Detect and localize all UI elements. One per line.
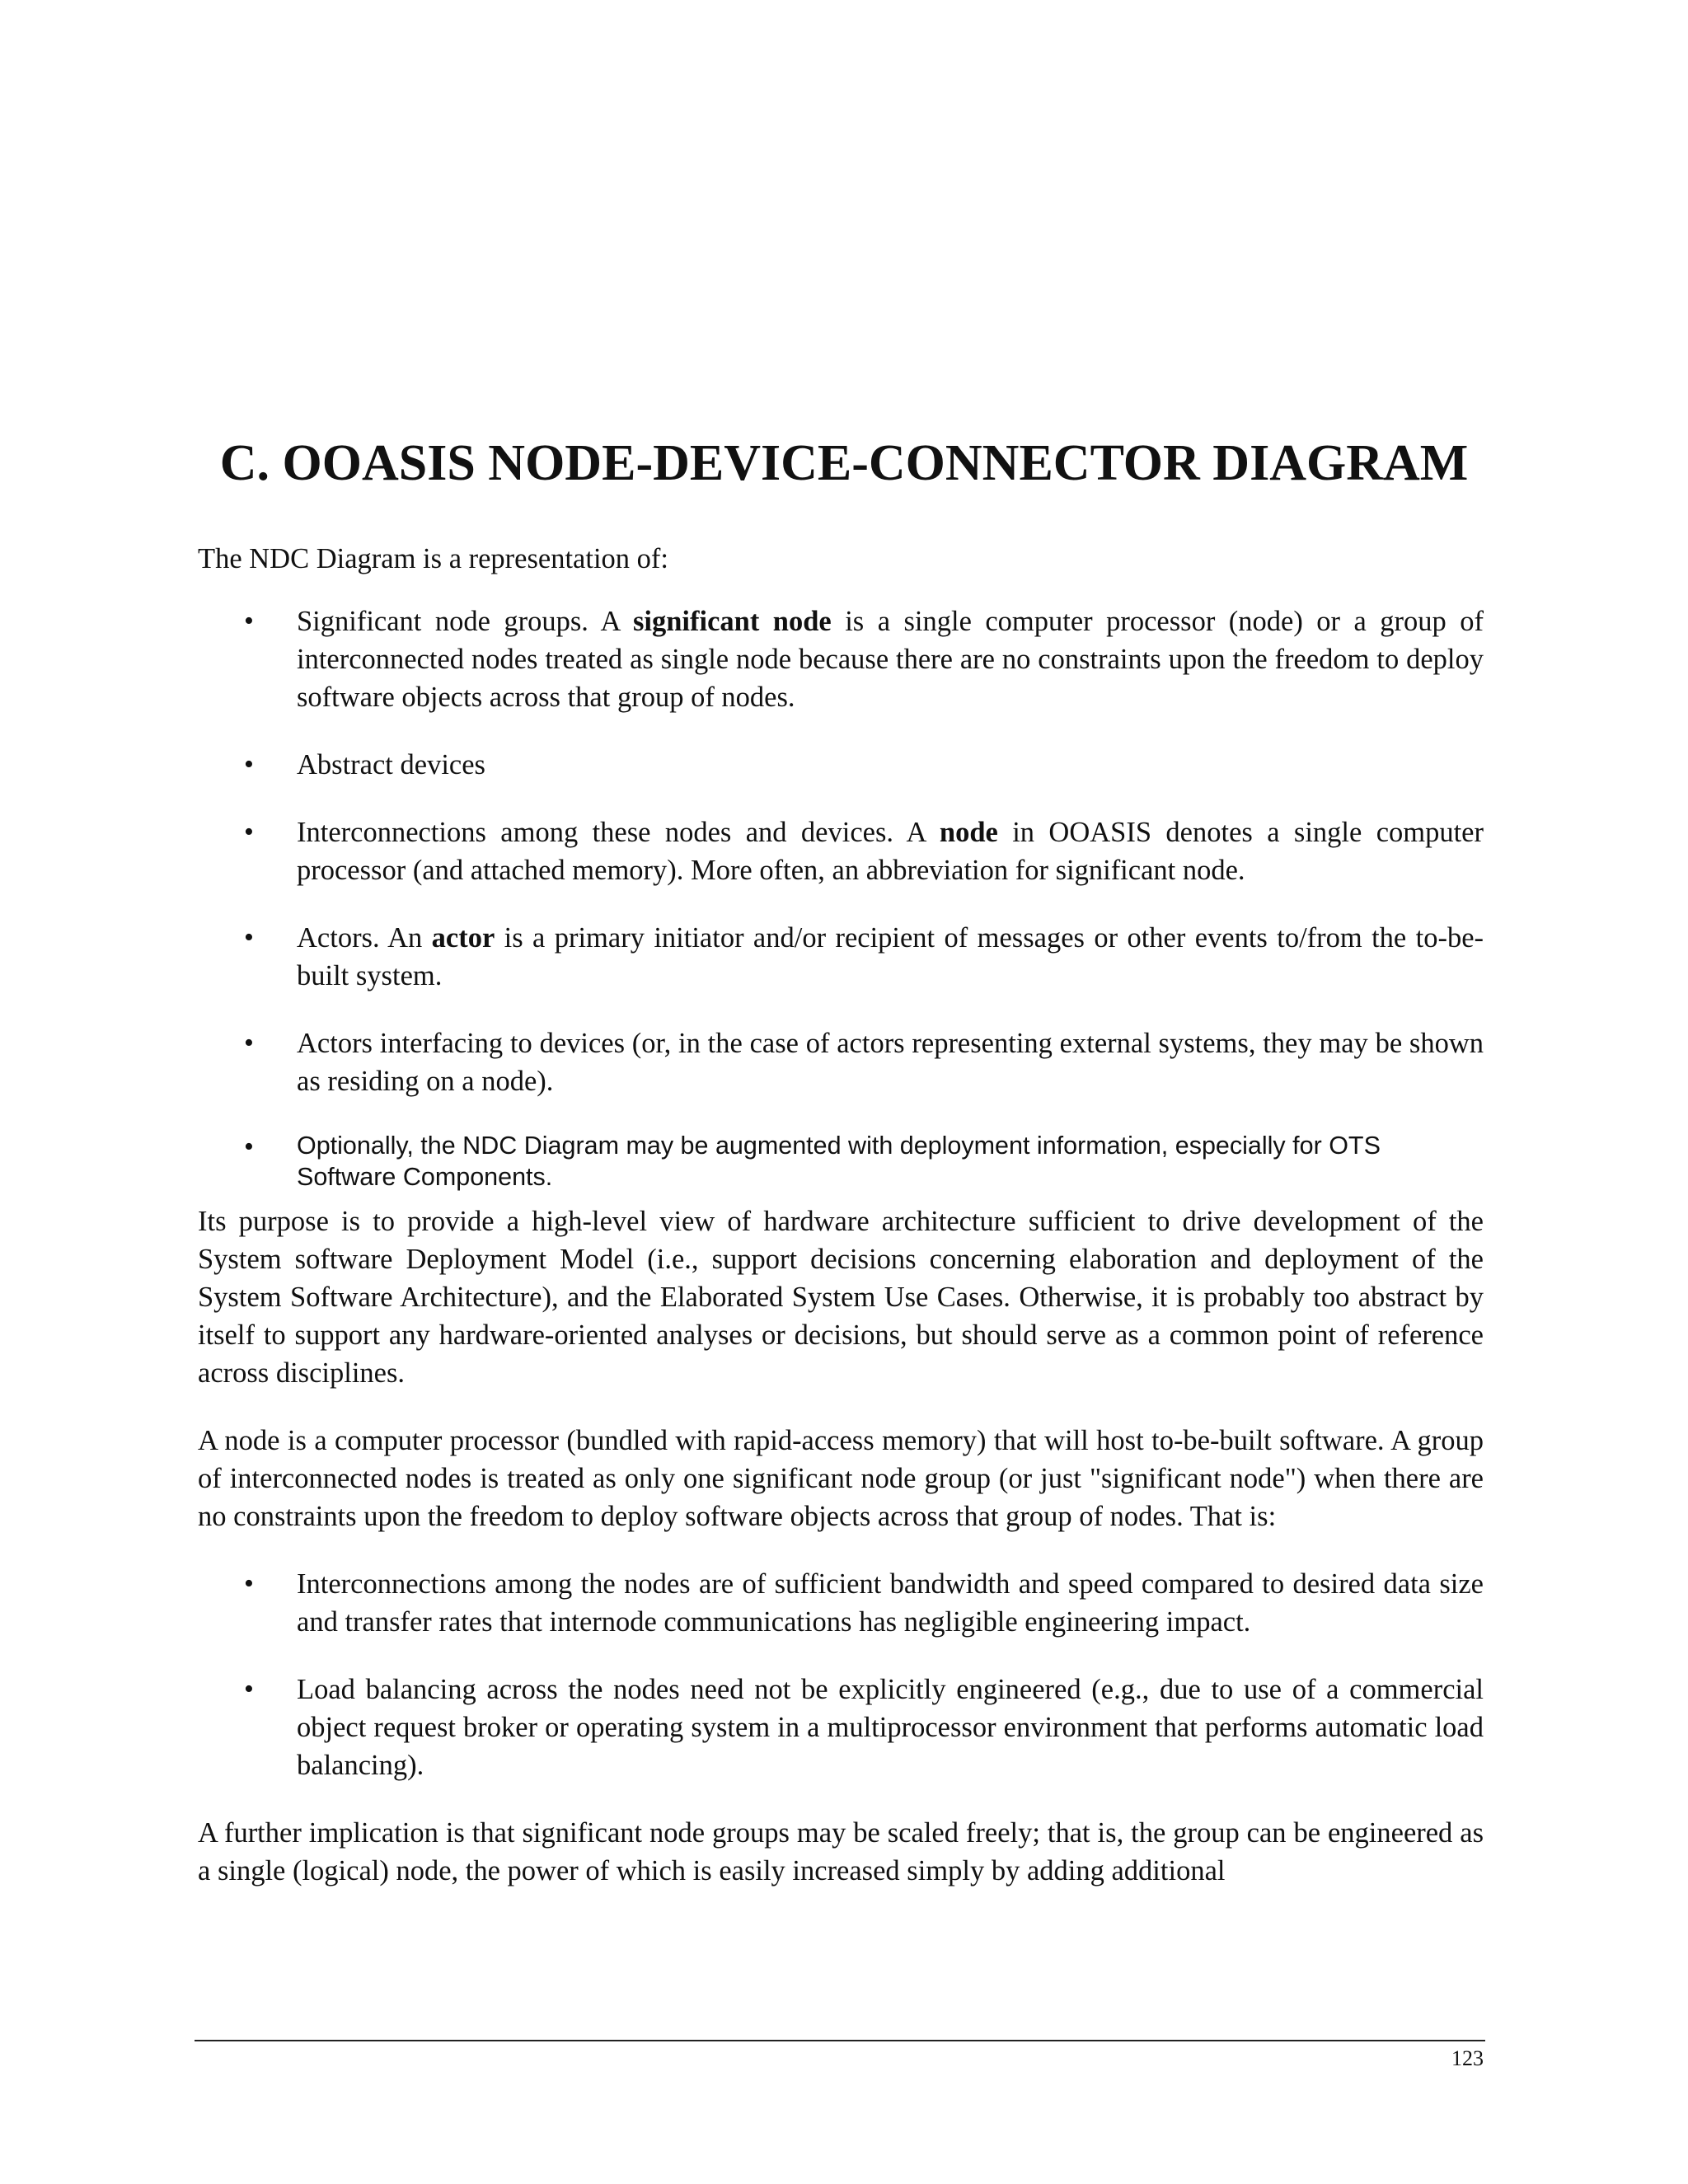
significant-node-conditions-list — [198, 1565, 1484, 1784]
list-item-text: in OOASIS denotes a single computer processor (and attached memory). More often, an abbreviation for significant node. — [297, 817, 1484, 886]
list-item — [198, 919, 1484, 995]
list-item — [198, 813, 1484, 889]
list-item-text: Actors. An — [297, 922, 432, 954]
list-item-text: Load balancing across the nodes need not be explicitly engineered (e.g., due to use of a commercial object request broker or operating system in a multiprocessor environment that performs automatic load balancing). — [297, 1674, 1484, 1781]
list-item — [198, 1671, 1484, 1784]
term-actor: actor — [431, 922, 495, 954]
list-item-text: Significant node groups. A — [297, 606, 633, 637]
list-item-text: Actors interfacing to devices (or, in the case of actors representing external systems, they may be shown as residing on a node). — [297, 1028, 1484, 1097]
bullet-icon: • — [244, 817, 254, 847]
page-title: C. OOASIS NODE-DEVICE-CONNECTOR DIAGRAM — [219, 435, 1469, 491]
bullet-icon: • — [244, 749, 254, 780]
bullet-icon: • — [244, 606, 254, 636]
list-item-text: Interconnections among the nodes are of sufficient bandwidth and speed compared to desired data size and transfer rates that internode communications has negligible engineering impact. — [297, 1568, 1484, 1638]
bullet-icon: • — [244, 1028, 254, 1058]
page-number: 123 — [1451, 2046, 1484, 2070]
term-significant-node: significant node — [632, 606, 832, 637]
ndc-representation-list — [198, 602, 1484, 1193]
term-node: node — [939, 817, 998, 848]
list-item — [198, 602, 1484, 716]
list-item — [198, 1130, 1484, 1193]
list-item-text: Abstract devices — [297, 749, 485, 780]
list-item — [198, 1024, 1484, 1100]
document-body — [198, 540, 1484, 1890]
list-item-text: Optionally, the NDC Diagram may be augmented with deployment information, especially for OTS Software Components. — [297, 1132, 1381, 1191]
list-item — [198, 746, 1484, 784]
list-item — [198, 1565, 1484, 1641]
further-implication-paragraph: A further implication is that significant node groups may be scaled freely; that is, the group can be engineered as a single (logical) node, the power of which is easily increased simply by adding additional — [198, 1817, 1484, 1886]
footer-divider — [195, 2040, 1485, 2041]
list-item-text: is a single computer processor (node) or a group of interconnected nodes treated as single node because there are no constraints upon the freedom to deploy software objects across that group of nodes. — [297, 606, 1484, 713]
intro-paragraph: The NDC Diagram is a representation of: — [198, 543, 668, 574]
list-item-text: Interconnections among these nodes and devices. A — [297, 817, 940, 848]
bullet-icon: • — [244, 922, 254, 953]
list-item-text: is a primary initiator and/or recipient of messages or other events to/from the to-be-built system. — [297, 922, 1484, 991]
purpose-paragraph: Its purpose is to provide a high-level view of hardware architecture sufficient to drive development of the System software Deployment Model (i.e., support decisions concerning elaboration and deployment of the System Software Architecture), and the Elaborated System Use Cases. Otherwise, it is probably too abstract by itself to support any hardware-oriented analyses or decisions, but should serve as a common point of reference across disciplines. — [198, 1206, 1484, 1389]
bullet-icon: • — [244, 1568, 254, 1599]
bullet-icon: • — [244, 1132, 254, 1162]
bullet-icon: • — [244, 1674, 254, 1704]
node-definition-paragraph: A node is a computer processor (bundled with rapid-access memory) that will host to-be-built software. A group of interconnected nodes is treated as only one significant node group (or just "significant node") when there are no constraints upon the freedom to deploy software objects across that group of nodes. That is: — [198, 1425, 1484, 1532]
